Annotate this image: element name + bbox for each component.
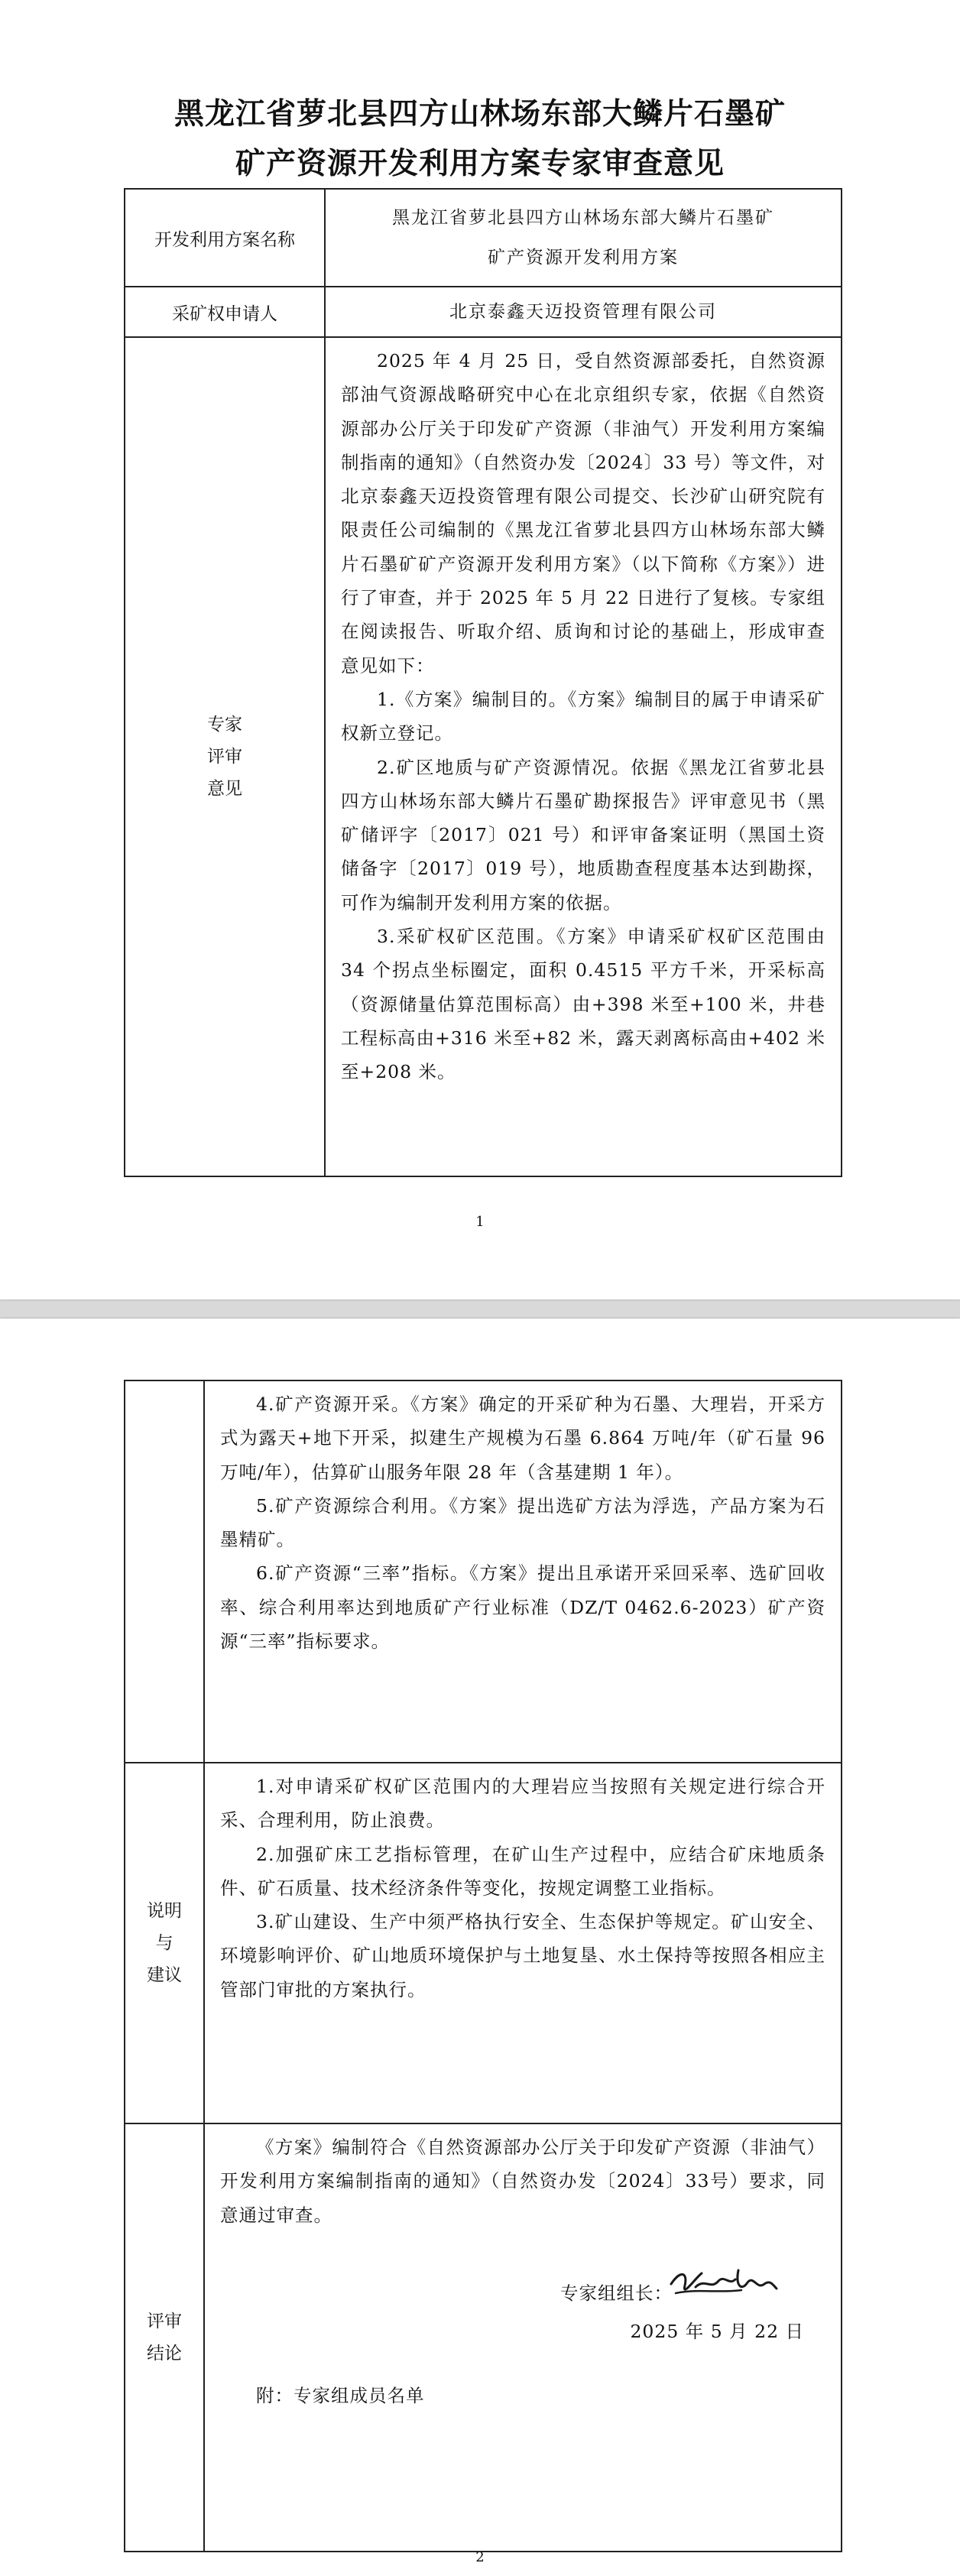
opinion-item-5: 5.矿产资源综合利用。《方案》提出选矿方法为浮选，产品方案为石墨精矿。 xyxy=(220,1494,825,1551)
leader-label: 专家组组长： xyxy=(560,2282,673,2304)
opinion-item-6: 6.矿产资源“三率”指标。《方案》提出且承诺开采回采率、选矿回收率、综合利用率达到地质矿产行业标准（DZ/T 0462.6-2023）矿产资源“三率”指标要求。 xyxy=(220,1562,825,1653)
opinion-body-continued xyxy=(204,1380,842,1763)
document-title-line-1: 黑龙江省萝北县四方山林场东部大鳞片石墨矿 xyxy=(174,96,786,131)
opinion-label-line-3: 意见 xyxy=(207,779,242,799)
opinion-body xyxy=(325,337,842,1176)
page-number-1: 1 xyxy=(475,1214,485,1230)
opinion-label-line-2: 评审 xyxy=(207,747,242,767)
applicant-value: 北京泰鑫天迈投资管理有限公司 xyxy=(325,287,842,337)
notes-item-1: 1.对申请采矿权矿区范围内的大理岩应当按照有关规定进行综合开采、合理利用，防止浪费。 xyxy=(220,1776,825,1831)
opinion-intro: 2025 年 4 月 25 日，受自然资源部委托，自然资源部油气资源战略研究中心在北京组织专家，依据《自然资源部办公厅关于印发矿产资源（非油气）开发利用方案编制指南的通知》（自然资办发〔2024〕33 号）等文件，对北京泰鑫天迈投资管理有限公司提交、长沙矿山研究院有限责任公司编制的《黑龙江省萝北县四方山林场东部大鳞片石墨矿矿产资源开发利用方案》（以下简称《方案》）进行了审查，并于 2025 年 5 月 22 日进行了复核。专家组在阅读报告、听取介绍、质询和讨论的基础上，形成审查意见如下： xyxy=(341,350,825,676)
review-table-part-1 xyxy=(124,188,842,1177)
opinion-label-line-1: 专家 xyxy=(207,715,242,735)
plan-name-label: 开发利用方案名称 xyxy=(125,189,325,287)
notes-item-3: 3.矿山建设、生产中须严格执行安全、生态保护等规定。矿山安全、环境影响评价、矿山地质环境保护与土地复垦、水土保持等按照各相应主管部门审批的方案执行。 xyxy=(220,1911,825,2000)
notes-label-line-1: 说明 xyxy=(147,1901,182,1921)
conclusion-label-line-1: 评审 xyxy=(147,2312,182,2331)
leader-sign-row xyxy=(220,2276,825,2310)
opinion-item-2: 2.矿区地质与矿产资源情况。依据《黑龙江省萝北县四方山林场东部大鳞片石墨矿勘探报告》评审意见书（黑矿储评字〔2017〕021 号）和评审备案证明（黑国土资储备字〔2017〕019 号），地质勘查程度基本达到勘探，可作为编制开发利用方案的依据。 xyxy=(341,756,825,913)
conclusion-body xyxy=(204,2123,842,2552)
review-table-part-2 xyxy=(124,1380,842,2552)
plan-name-value-line-1: 黑龙江省萝北县四方山林场东部大鳞片石墨矿 xyxy=(392,208,774,228)
notes-label-line-3: 建议 xyxy=(147,1965,182,1985)
conclusion-label-line-2: 结论 xyxy=(147,2344,182,2363)
notes-label-line-2: 与 xyxy=(155,1933,174,1953)
opinion-label xyxy=(125,337,325,1176)
notes-label xyxy=(125,1763,204,2123)
notes-item-2: 2.加强矿床工艺指标管理，在矿山生产过程中，应结合矿床地质条件、矿石质量、技术经济条件等变化，按规定调整工业指标。 xyxy=(220,1843,825,1899)
plan-name-value-line-2: 矿产资源开发利用方案 xyxy=(488,248,679,268)
opinion-item-4: 4.矿产资源开采。《方案》确定的开采矿种为石墨、大理岩，开采方式为露天+地下开采，拟建生产规模为石墨 6.864 万吨/年（矿石量 96 万吨/年），估算矿山服务年限 28 年（含基建期 1 年）。 xyxy=(220,1393,825,1483)
plan-name-value xyxy=(325,189,842,287)
opinion-item-1: 1.《方案》编制目的。《方案》编制目的属于申请采矿权新立登记。 xyxy=(341,688,825,745)
page-number-2: 2 xyxy=(475,2549,485,2565)
handwritten-signature xyxy=(665,2255,780,2308)
conclusion-text: 《方案》编制符合《自然资源部办公厅关于印发矿产资源（非油气）开发利用方案编制指南的通知》（自然资办发〔2024〕33号）要求，同意通过审查。 xyxy=(220,2136,825,2226)
attachment-note: 附：专家组成员名单 xyxy=(256,2385,425,2407)
review-date: 2025 年 5 月 22 日 xyxy=(630,2321,804,2343)
applicant-label: 采矿权申请人 xyxy=(125,287,325,337)
opinion-item-3: 3.采矿权矿区范围。《方案》申请采矿权矿区范围由 34 个拐点坐标圈定，面积 0.4515 平方千米，开采标高（资源储量估算范围标高）由+398 米至+100 米，井巷工程标高由+316 米至+82 米，露天剥离标高由+402 米至+208 米。 xyxy=(341,926,825,1083)
document-title-line-2: 矿产资源开发利用方案专家审查意见 xyxy=(235,146,725,181)
notes-body xyxy=(204,1763,842,2123)
opinion-continued-label xyxy=(125,1380,204,1763)
conclusion-label xyxy=(125,2123,204,2552)
